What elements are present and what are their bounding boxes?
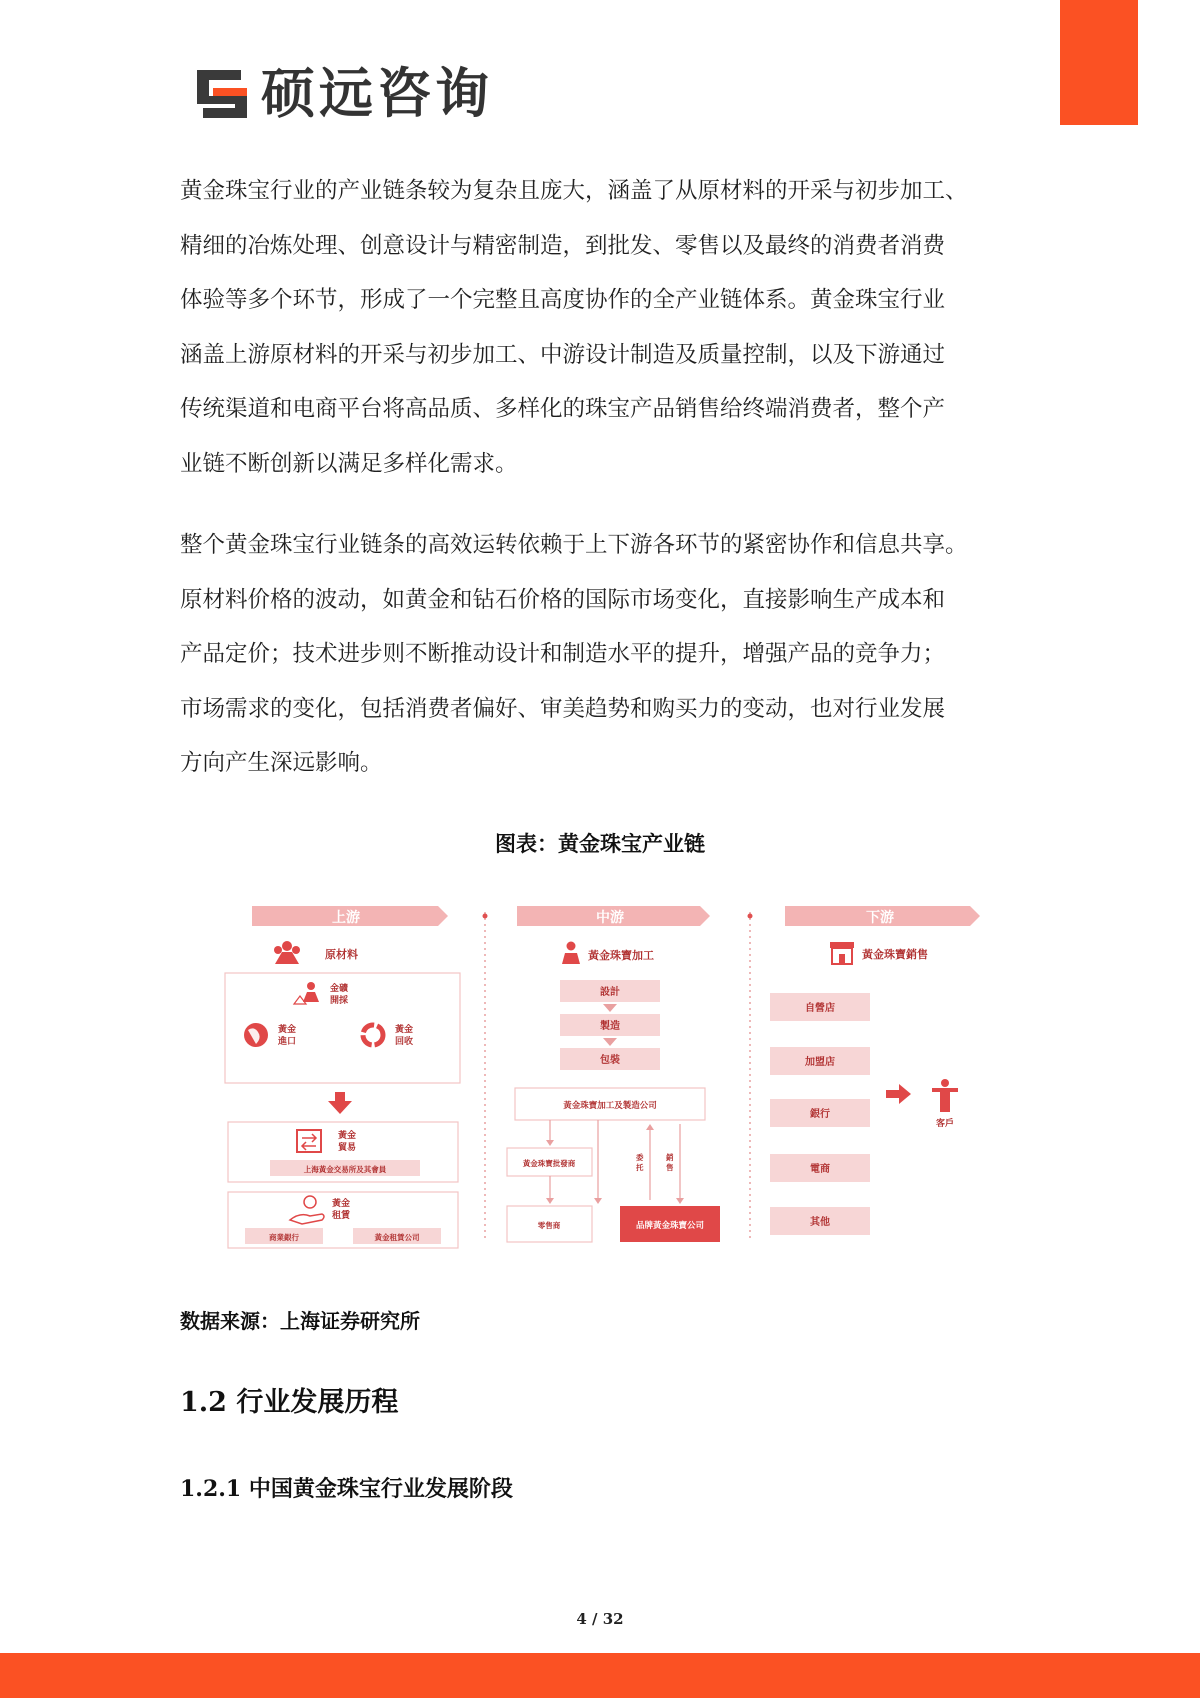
brand-logo (193, 62, 493, 126)
lease-label-1: 黃金 (332, 1199, 351, 1209)
mining-label-1: 金礦 (330, 984, 349, 994)
text-line: 原材料价格的波动，如黄金和钻石价格的国际市场变化，直接影响生产成本和 (180, 586, 946, 613)
figure-title: 图表：黄金珠宝产业链 (495, 832, 705, 856)
exchange-label: 上海黃金交易所及其會員 (303, 1165, 387, 1174)
arrow-icon (603, 1038, 617, 1046)
lease-label-2: 租賃 (332, 1211, 351, 1221)
paragraph-2 (180, 518, 1020, 791)
channel-label: 銀行 (810, 1109, 830, 1120)
import-label-2: 進口 (278, 1037, 297, 1047)
down-arrow-icon (328, 1092, 352, 1114)
text-line: 业链不断创新以满足多样化需求。 (180, 450, 518, 477)
text-line: 黄金珠宝行业的产业链条较为复杂且庞大，涵盖了从原材料的开采与初步加工、 (180, 178, 968, 204)
channel-label: 電商 (810, 1164, 830, 1175)
downstream-label: 黃金珠寶銷售 (862, 948, 928, 961)
channel-label: 加盟店 (805, 1057, 835, 1068)
recycle-icon (363, 1025, 383, 1045)
trade-label-2: 貿易 (338, 1143, 357, 1153)
retail-label: 零售商 (537, 1221, 561, 1230)
trade-label-1: 黃金 (338, 1131, 357, 1141)
design-label: 設計 (600, 987, 620, 998)
section-title: 1.2 行业发展历程 (180, 1387, 399, 1418)
package-label: 包裝 (600, 1055, 620, 1066)
header-accent-tab (1060, 0, 1138, 125)
recycle-label-2: 回收 (395, 1037, 414, 1047)
worker-icon (562, 942, 580, 965)
text-line: 市场需求的变化，包括消费者偏好、审美趋势和购买力的变动，也对行业发展 (180, 695, 946, 722)
text-line: 涵盖上游原材料的开采与初步加工、中游设计制造及质量控制，以及下游通过 (180, 341, 946, 368)
downstream-header: 下游 (866, 910, 894, 926)
factory-label: 黃金珠寶加工及製造公司 (563, 1101, 657, 1111)
page-number: 4 / 32 (576, 1610, 624, 1628)
store-icon (830, 942, 854, 964)
arrow-icon (603, 1004, 617, 1012)
bank-label: 商業銀行 (269, 1233, 299, 1242)
brand-name: 硕远咨询 (261, 62, 493, 125)
midstream-header: 中游 (596, 910, 624, 926)
mining-icon (294, 982, 319, 1004)
brand-label: 品牌黃金珠寶公司 (635, 1221, 705, 1231)
channel-label: 其他 (810, 1217, 830, 1228)
customer-icon (932, 1079, 958, 1112)
footer-accent-bar (0, 1653, 1200, 1698)
oem-label-1: 委 (636, 1153, 644, 1162)
text-line: 方向产生深远影响。 (180, 750, 383, 776)
import-globe-icon (244, 1023, 268, 1047)
text-line: 体验等多个环节，形成了一个完整且高度协作的全产业链体系。黄金珠宝行业 (180, 287, 946, 313)
trade-exchange-icon (297, 1130, 321, 1152)
mining-label-2: 開採 (330, 996, 349, 1006)
oem-label-2: 托 (636, 1163, 644, 1172)
subsection-title: 1.2.1 中国黄金珠宝行业发展阶段 (180, 1476, 513, 1502)
text-line: 整个黄金珠宝行业链条的高效运转依赖于上下游各环节的紧密协作和信息共享。 (180, 532, 968, 558)
raw-material-icon (274, 941, 300, 964)
text-line: 传统渠道和电商平台将高品质、多样化的珠宝产品销售给终端消费者，整个产 (180, 396, 946, 422)
wholesale-label: 黃金珠寶批發商 (522, 1159, 576, 1168)
upstream-label: 原材料 (325, 948, 358, 961)
sell-label-1: 銷 (666, 1153, 674, 1162)
leasing-co-label: 黃金租賃公司 (374, 1233, 420, 1242)
manufacture-label: 製造 (600, 1021, 620, 1032)
text-line: 产品定价；技术进步则不断推动设计和制造水平的提升，增强产品的竞争力； (180, 641, 946, 667)
midstream-label: 黃金珠寶加工 (588, 949, 654, 962)
sell-label-2: 售 (666, 1163, 674, 1172)
import-label-1: 黃金 (278, 1025, 297, 1035)
data-source: 数据来源：上海证券研究所 (180, 1309, 420, 1333)
brand-logo-icon (193, 66, 251, 122)
recycle-label-1: 黃金 (395, 1025, 414, 1035)
lease-hand-coin-icon (290, 1196, 324, 1224)
upstream-header: 上游 (332, 910, 360, 926)
customer-label: 客戶 (935, 1119, 955, 1129)
channel-label: 自營店 (805, 1003, 835, 1014)
right-arrow-icon (886, 1084, 911, 1104)
industry-chain-diagram (190, 880, 1000, 1250)
text-line: 精细的冶炼处理、创意设计与精密制造，到批发、零售以及最终的消费者消费 (180, 232, 946, 259)
paragraph-1 (180, 164, 1020, 491)
